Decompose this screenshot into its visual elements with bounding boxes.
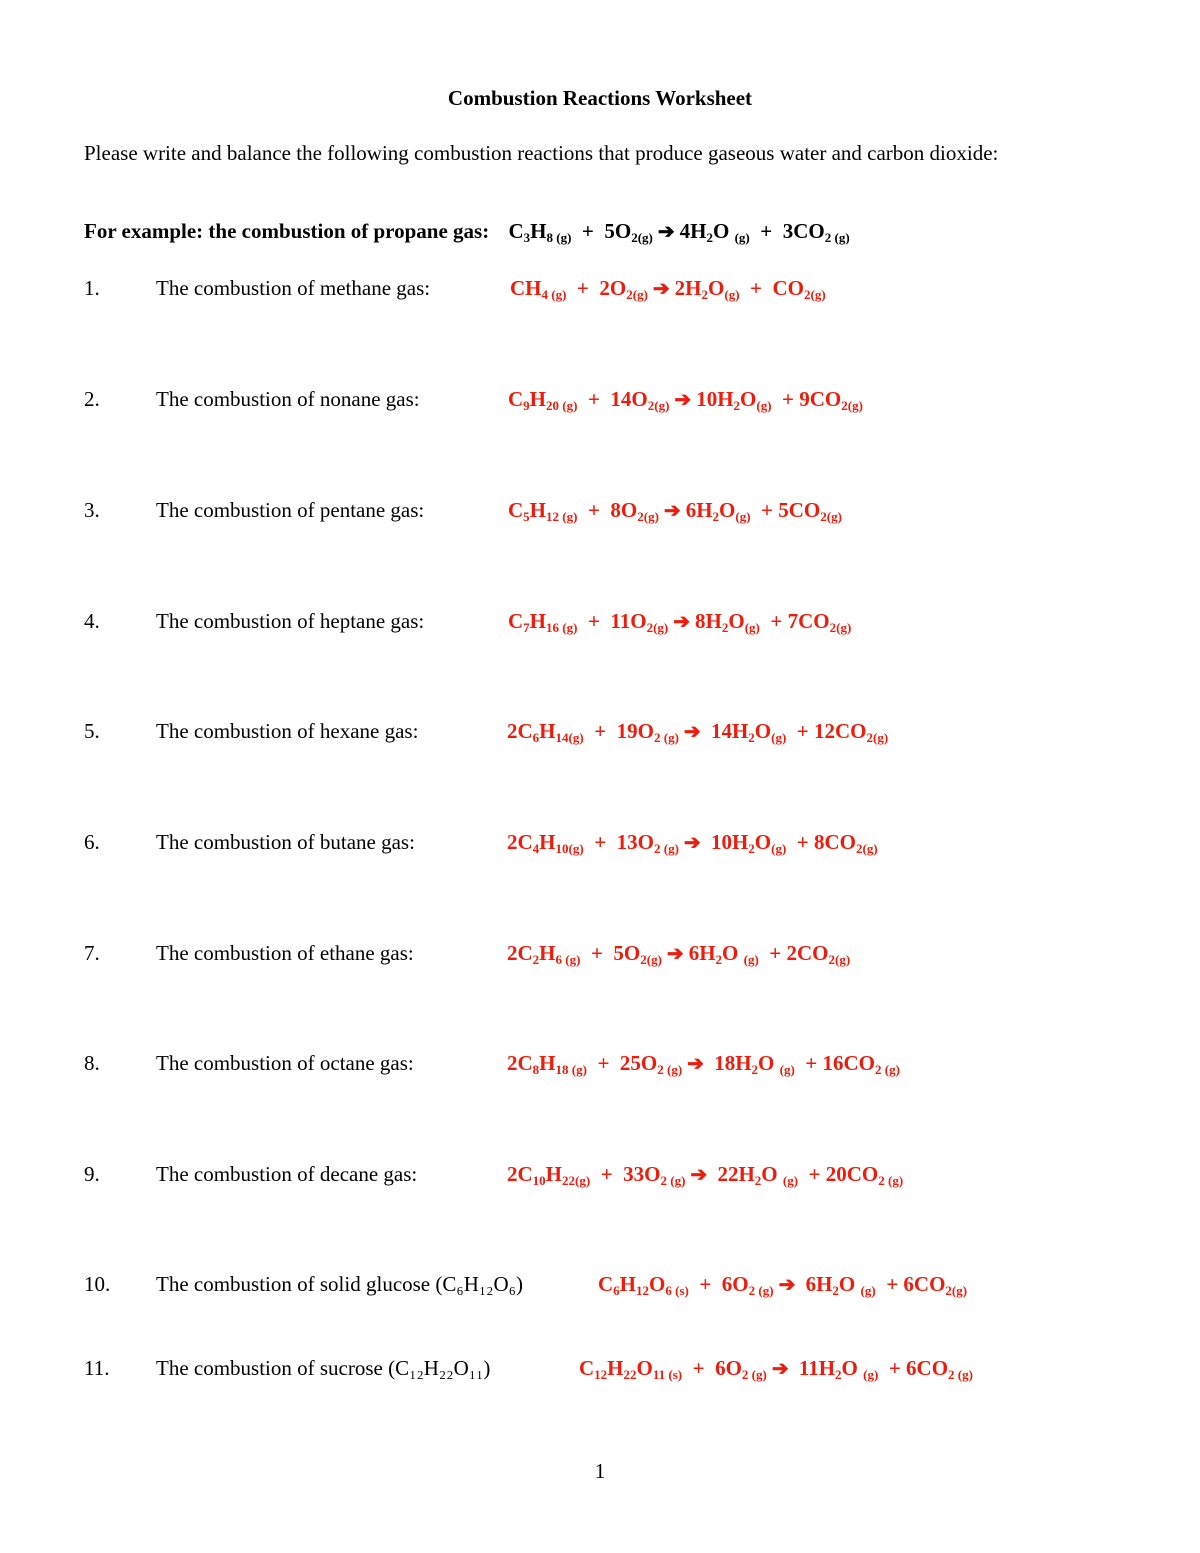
formula-text: + 6O: [688, 1272, 749, 1296]
formula-text: + 25O: [586, 1051, 658, 1075]
formula-text: H: [539, 1051, 556, 1075]
question-text: The combustion of heptane gas:: [156, 609, 425, 633]
instructions: Please write and balance the following combustion reactions that produce gaseous water and carbon dioxide:: [84, 141, 999, 165]
formula-text: O: [754, 830, 772, 854]
formula-text: C: [598, 1272, 614, 1296]
formula-text: O: [722, 941, 744, 965]
formula-text: 11H: [793, 1356, 836, 1380]
answer-equation: [508, 498, 842, 525]
answer-equation: [507, 1051, 900, 1078]
formula-text: O: [636, 1356, 653, 1380]
formula-text: + 6CO: [875, 1272, 946, 1296]
formula-subscript: 2(g): [646, 620, 669, 635]
example-line: [84, 219, 850, 246]
answer-equation: [598, 1272, 967, 1299]
formula-subscript: 22: [623, 1367, 637, 1382]
formula-subscript: 2 (g): [654, 730, 679, 745]
formula-subscript: (g): [744, 620, 760, 635]
formula-subscript: 20 (g): [546, 398, 578, 413]
formula-text: + 12CO: [786, 719, 867, 743]
formula-subscript: 14(g): [555, 730, 584, 745]
formula-subscript: 2 (g): [741, 1367, 767, 1382]
formula-subscript: 2 (g): [824, 230, 850, 245]
formula-subscript: 2 (g): [657, 1062, 683, 1077]
formula-text: 2H: [674, 276, 702, 300]
formula-subscript: 9: [523, 398, 530, 413]
formula-text: 2C: [507, 1162, 533, 1186]
formula-subscript: 2(g): [945, 1283, 968, 1298]
reaction-arrow-icon: ➔: [766, 1358, 794, 1380]
formula-subscript: 5: [523, 509, 530, 524]
formula-subscript: 2 (g): [878, 1173, 904, 1188]
formula-text: 10H: [705, 830, 749, 854]
formula-text: O: [708, 276, 725, 300]
formula-text: O: [754, 719, 772, 743]
formula-text: + 7CO: [759, 609, 830, 633]
question-text: The combustion of decane gas:: [156, 1162, 418, 1186]
question-number: 2.: [84, 387, 100, 411]
answer-equation: [507, 830, 878, 857]
formula-subscript: 2: [712, 509, 720, 524]
formula-subscript: (g): [771, 841, 787, 856]
question-number: 10.: [84, 1272, 111, 1296]
answer-equation: [579, 1356, 973, 1383]
formula-subscript: 2: [721, 620, 729, 635]
formula-subscript: 2(g): [637, 509, 659, 524]
formula-subscript: 10: [532, 1173, 546, 1188]
question-text: The combustion of solid glucose (C₆H₁₂O₆): [156, 1272, 523, 1296]
formula-text: + 5O: [580, 941, 641, 965]
formula-text: O: [841, 1356, 864, 1380]
formula-text: 8H: [695, 609, 722, 633]
formula-subscript: 12: [594, 1367, 608, 1382]
answer-equation: [507, 941, 850, 968]
formula-subscript: 2(g): [647, 398, 670, 413]
reaction-arrow-icon: ➔: [658, 500, 686, 522]
formula-text: 22H: [712, 1162, 755, 1186]
formula-subscript: 2(g): [841, 398, 863, 413]
formula-subscript: 2: [748, 730, 755, 745]
formula-text: 6H: [800, 1272, 833, 1296]
formula-text: + 13O: [583, 830, 654, 854]
formula-text: + 9CO: [771, 387, 842, 411]
reaction-arrow-icon: ➔: [682, 1053, 709, 1075]
formula-text: C: [508, 387, 524, 411]
formula-text: 18H: [708, 1051, 752, 1075]
formula-text: + 5CO: [750, 498, 821, 522]
question-text: The combustion of sucrose (C₁₂H₂₂O₁₁): [156, 1356, 491, 1380]
formula-subscript: (g): [743, 952, 759, 967]
formula-subscript: 11 (s): [652, 1367, 683, 1382]
formula-text: + 14O: [577, 387, 648, 411]
formula-text: O: [728, 609, 745, 633]
formula-text: + 11O: [577, 609, 647, 633]
question-number: 11.: [84, 1356, 110, 1380]
formula-subscript: 2(g): [640, 952, 662, 967]
formula-text: O: [649, 1272, 666, 1296]
formula-subscript: 2(g): [856, 841, 878, 856]
reaction-arrow-icon: ➔: [669, 389, 697, 411]
reaction-arrow-icon: ➔: [685, 1164, 713, 1186]
formula-text: 4H: [679, 219, 707, 243]
formula-subscript: 2: [751, 1062, 759, 1077]
formula-subscript: (g): [724, 287, 740, 302]
question-number: 9.: [84, 1162, 100, 1186]
formula-text: + 6O: [682, 1356, 742, 1380]
formula-text: + 8O: [577, 498, 638, 522]
question-text: The combustion of hexane gas:: [156, 719, 419, 743]
reaction-arrow-icon: ➔: [773, 1274, 801, 1296]
formula-subscript: 2: [701, 287, 709, 302]
formula-text: 2C: [507, 830, 533, 854]
formula-subscript: (g): [756, 398, 772, 413]
formula-text: H: [539, 830, 556, 854]
formula-text: H: [539, 719, 556, 743]
formula-subscript: 16 (g): [546, 620, 578, 635]
formula-text: O: [838, 1272, 861, 1296]
formula-text: + 3CO: [749, 219, 825, 243]
reaction-arrow-icon: ➔: [647, 278, 675, 300]
formula-subscript: 6: [613, 1283, 620, 1298]
reaction-arrow-icon: ➔: [661, 943, 689, 965]
formula-text: + 2CO: [758, 941, 829, 965]
formula-subscript: (g): [771, 730, 787, 745]
formula-text: 2C: [507, 1051, 533, 1075]
formula-subscript: 6 (g): [555, 952, 581, 967]
formula-subscript: 8: [532, 1062, 540, 1077]
reaction-arrow-icon: ➔: [652, 221, 680, 243]
question-number: 4.: [84, 609, 100, 633]
formula-text: 6H: [685, 498, 713, 522]
formula-text: C: [508, 219, 524, 243]
formula-subscript: 2 (g): [654, 841, 679, 856]
formula-subscript: (g): [779, 1062, 795, 1077]
answer-equation: [510, 276, 826, 303]
formula-subscript: (g): [782, 1173, 799, 1188]
question-text: The combustion of butane gas:: [156, 830, 415, 854]
question-text: The combustion of ethane gas:: [156, 941, 414, 965]
formula-text: O: [713, 219, 735, 243]
formula-subscript: 2(g): [804, 287, 826, 302]
formula-subscript: 2: [706, 230, 713, 245]
formula-subscript: 7: [523, 620, 530, 635]
worksheet-title: Combustion Reactions Worksheet: [447, 86, 753, 110]
formula-text: 10H: [696, 387, 734, 411]
formula-subscript: 2: [532, 952, 540, 967]
formula-subscript: 6: [532, 730, 540, 745]
formula-text: CH: [510, 276, 542, 300]
formula-text: + 5O: [571, 219, 632, 243]
formula-subscript: 2(g): [820, 509, 842, 524]
formula-subscript: (g): [860, 1283, 876, 1298]
formula-subscript: 2(g): [829, 620, 852, 635]
question-text: The combustion of methane gas:: [156, 276, 431, 300]
formula-text: H: [529, 498, 547, 522]
formula-subscript: 2: [835, 1367, 842, 1382]
formula-subscript: (g): [734, 230, 750, 245]
formula-subscript: (g): [863, 1367, 879, 1382]
question-number: 6.: [84, 830, 100, 854]
formula-text: C: [579, 1356, 595, 1380]
formula-subscript: 4 (g): [541, 287, 567, 302]
formula-subscript: 2(g): [866, 730, 889, 745]
answer-equation: [507, 1162, 903, 1189]
formula-subscript: 2 (g): [875, 1062, 900, 1077]
formula-subscript: 2: [832, 1283, 839, 1298]
reaction-arrow-icon: ➔: [678, 832, 706, 854]
question-number: 7.: [84, 941, 100, 965]
formula-subscript: 2: [748, 841, 755, 856]
formula-subscript: 8 (g): [546, 230, 572, 245]
formula-subscript: 2(g): [631, 230, 653, 245]
formula-text: H: [539, 941, 556, 965]
formula-text: + 2O: [566, 276, 627, 300]
formula-text: + 6CO: [878, 1356, 949, 1380]
formula-text: + 8CO: [786, 830, 857, 854]
answer-equation: [508, 387, 863, 414]
question-number: 8.: [84, 1051, 100, 1075]
formula-text: 6H: [688, 941, 716, 965]
formula-subscript: 10(g): [555, 841, 584, 856]
formula-text: H: [619, 1272, 637, 1296]
formula-text: C: [508, 609, 524, 633]
formula-text: 2C: [507, 941, 533, 965]
formula-subscript: 2 (g): [748, 1283, 774, 1298]
formula-subscript: 4: [532, 841, 540, 856]
formula-subscript: 2 (g): [948, 1367, 973, 1382]
formula-subscript: 6 (s): [665, 1283, 689, 1298]
formula-text: O: [719, 498, 736, 522]
example-label: For example: the combustion of propane gas:: [84, 219, 490, 243]
answer-equation: [507, 719, 888, 746]
formula-text: 2C: [507, 719, 533, 743]
reaction-arrow-icon: ➔: [678, 721, 706, 743]
question-text: The combustion of octane gas:: [156, 1051, 414, 1075]
formula-text: C: [508, 498, 524, 522]
formula-text: O: [740, 387, 757, 411]
answer-equation: [508, 609, 851, 636]
formula-text: O: [758, 1051, 780, 1075]
question-number: 5.: [84, 719, 100, 743]
question-text: The combustion of nonane gas:: [156, 387, 420, 411]
formula-text: H: [545, 1162, 563, 1186]
example-equation: [508, 219, 849, 243]
formula-subscript: 22(g): [562, 1173, 591, 1188]
page-number: 1: [594, 1459, 606, 1483]
formula-subscript: 2: [715, 952, 723, 967]
formula-text: H: [530, 219, 547, 243]
reaction-arrow-icon: ➔: [668, 611, 696, 633]
formula-subscript: 2(g): [626, 287, 648, 302]
formula-text: + CO: [739, 276, 804, 300]
formula-text: + 19O: [583, 719, 654, 743]
question-number: 3.: [84, 498, 100, 522]
formula-text: + 33O: [590, 1162, 661, 1186]
formula-text: + 16CO: [794, 1051, 876, 1075]
formula-subscript: 2: [754, 1173, 762, 1188]
formula-subscript: 2 (g): [660, 1173, 686, 1188]
question-text: The combustion of pentane gas:: [156, 498, 425, 522]
formula-subscript: (g): [735, 509, 751, 524]
formula-subscript: 12 (g): [546, 509, 578, 524]
formula-subscript: 12: [636, 1283, 650, 1298]
formula-text: + 20CO: [798, 1162, 879, 1186]
formula-text: H: [607, 1356, 624, 1380]
formula-text: O: [761, 1162, 783, 1186]
formula-subscript: 2(g): [828, 952, 851, 967]
formula-subscript: 18 (g): [555, 1062, 587, 1077]
formula-text: H: [529, 609, 547, 633]
question-number: 1.: [84, 276, 100, 300]
formula-text: H: [529, 387, 547, 411]
formula-subscript: 2: [733, 398, 741, 413]
formula-subscript: 3: [523, 230, 531, 245]
formula-text: 14H: [705, 719, 749, 743]
